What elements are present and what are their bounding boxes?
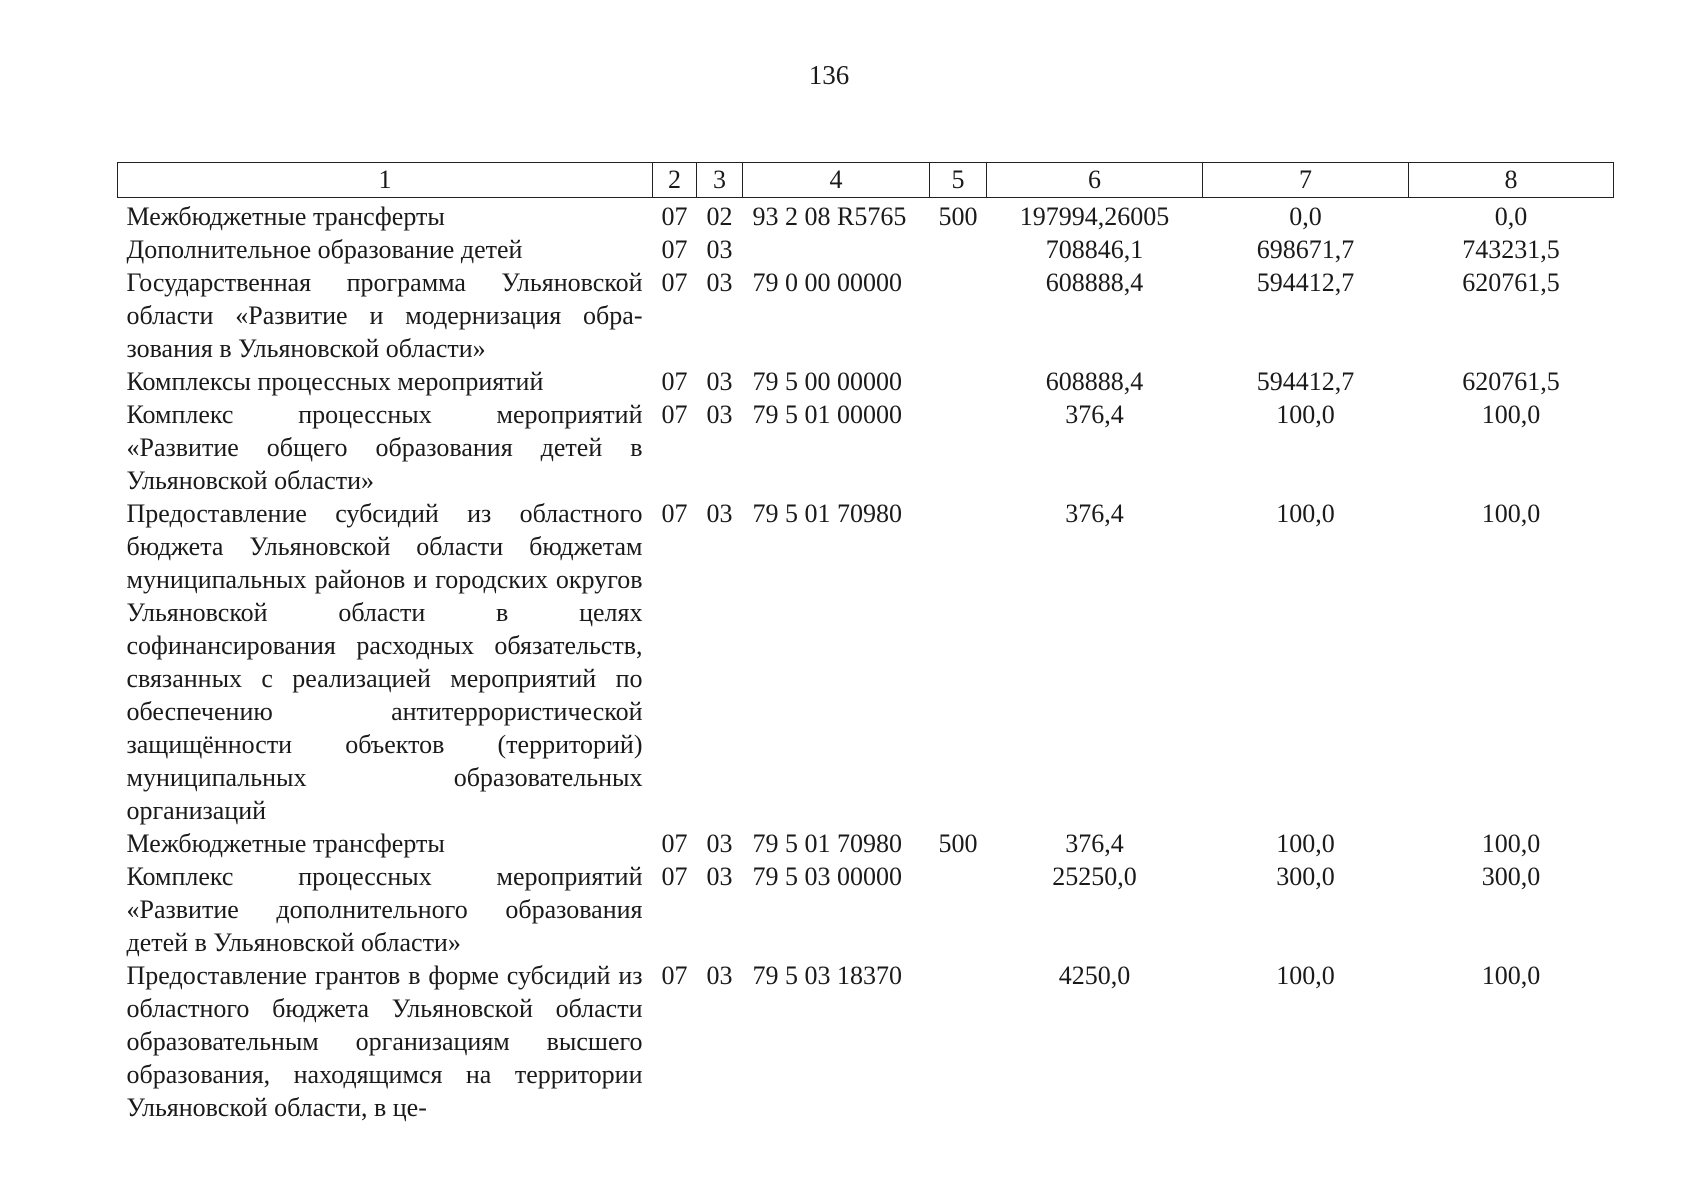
row-amount-1: 708846,1 (1045, 235, 1144, 264)
row-amount-3: 743231,5 (1462, 235, 1560, 264)
row-section: 07 (661, 268, 688, 297)
row-subsection: 03 (706, 499, 733, 528)
column-header: 4 (743, 163, 930, 198)
column-header: 3 (697, 163, 743, 198)
row-expense-type (930, 266, 987, 365)
row-section: 07 (661, 829, 688, 858)
row-target-code: 79 5 01 70980 (752, 829, 902, 858)
row-amount-2: 594412,7 (1256, 268, 1355, 297)
row-target-code: 79 5 03 00000 (752, 862, 902, 891)
row-amount-3: 100,0 (1481, 961, 1541, 990)
row-target-code: 79 0 00 00000 (752, 268, 902, 297)
row-expense-type (930, 365, 987, 398)
row-name: Государственная программа Ульяновской области «Развитие и модернизация образования в Ульяновской области» (126, 268, 643, 363)
row-amount-3: 100,0 (1481, 499, 1541, 528)
row-name: Дополнительное образование детей (126, 235, 523, 264)
column-header: 1 (118, 163, 653, 198)
row-amount-2: 100,0 (1276, 400, 1335, 429)
row-target-code (743, 233, 930, 266)
table-row (118, 959, 1614, 1124)
row-amount-3: 0,0 (1494, 202, 1528, 231)
row-amount-2: 698671,7 (1256, 235, 1355, 264)
row-name: Межбюджетные трансферты (126, 202, 445, 231)
row-amount-1: 608888,4 (1045, 367, 1144, 396)
row-section: 07 (661, 862, 688, 891)
row-subsection: 03 (706, 367, 733, 396)
row-target-code: 93 2 08 R5765 (752, 202, 907, 231)
row-target-code: 79 5 01 00000 (752, 400, 902, 429)
row-name: Предоставление субсидий из областного бюджета Ульяновской области бюджетам муниципальных районов и городских округов Ульяновской области в целях софинансирования расходных обязательств, связанных с реализацией мероприятий по обеспечению антитеррористической защищённости объектов (территорий) муниципальных образовательных организаций (126, 499, 643, 825)
column-header: 5 (930, 163, 987, 198)
table-row (118, 198, 1614, 234)
table-row (118, 497, 1614, 827)
row-amount-1: 197994,26005 (1019, 202, 1170, 231)
row-amount-2: 0,0 (1289, 202, 1322, 231)
budget-table (117, 162, 1614, 1124)
row-expense-type: 500 (938, 202, 978, 231)
row-target-code: 79 5 01 70980 (752, 499, 902, 528)
table-row (118, 398, 1614, 497)
table-row (118, 266, 1614, 365)
row-expense-type (930, 233, 987, 266)
row-expense-type (930, 398, 987, 497)
column-header: 8 (1409, 163, 1614, 198)
row-amount-3: 300,0 (1481, 862, 1541, 891)
row-name: Комплекс процессных мероприятий «Развитие дополнительного образования детей в Ульяновской области» (126, 862, 643, 957)
table-row (118, 233, 1614, 266)
row-subsection: 03 (706, 235, 733, 264)
row-section: 07 (661, 961, 688, 990)
row-amount-2: 100,0 (1276, 961, 1335, 990)
row-name: Комплексы процессных мероприятий (126, 367, 544, 396)
row-section: 07 (661, 400, 688, 429)
row-section: 07 (661, 202, 688, 231)
row-amount-2: 100,0 (1276, 829, 1335, 858)
column-header: 6 (987, 163, 1203, 198)
row-amount-1: 376,4 (1065, 829, 1124, 858)
row-amount-3: 620761,5 (1462, 367, 1560, 396)
row-subsection: 03 (706, 268, 733, 297)
row-expense-type: 500 (938, 829, 978, 858)
row-subsection: 03 (706, 400, 733, 429)
row-subsection: 02 (706, 202, 733, 231)
row-target-code: 79 5 00 00000 (752, 367, 902, 396)
row-amount-2: 594412,7 (1256, 367, 1355, 396)
table-row (118, 365, 1614, 398)
row-name: Предоставление грантов в форме субсидий из областного бюджета Ульяновской области образовательным организациям высшего образования, находящимся на территории Ульяновской области, в це- (126, 961, 643, 1122)
row-amount-1: 25250,0 (1052, 862, 1137, 891)
page-number: 136 (808, 60, 850, 90)
column-header: 2 (653, 163, 697, 198)
row-amount-2: 300,0 (1276, 862, 1335, 891)
row-section: 07 (661, 499, 688, 528)
row-expense-type (930, 860, 987, 959)
row-amount-1: 4250,0 (1058, 961, 1131, 990)
row-subsection: 03 (706, 829, 733, 858)
row-subsection: 03 (706, 961, 733, 990)
row-amount-3: 100,0 (1481, 829, 1541, 858)
row-expense-type (930, 497, 987, 827)
row-amount-2: 100,0 (1276, 499, 1335, 528)
row-name: Комплекс процессных мероприятий «Развитие общего образования детей в Ульяновской области» (126, 400, 643, 495)
row-section: 07 (661, 235, 688, 264)
header-row (118, 163, 1614, 198)
row-amount-3: 620761,5 (1462, 268, 1560, 297)
row-amount-3: 100,0 (1481, 400, 1541, 429)
row-amount-1: 608888,4 (1045, 268, 1144, 297)
table-row (118, 827, 1614, 860)
column-header: 7 (1203, 163, 1409, 198)
row-name: Межбюджетные трансферты (126, 829, 445, 858)
table-row (118, 860, 1614, 959)
row-amount-1: 376,4 (1065, 400, 1124, 429)
row-expense-type (930, 959, 987, 1124)
row-section: 07 (661, 367, 688, 396)
row-subsection: 03 (706, 862, 733, 891)
row-amount-1: 376,4 (1065, 499, 1124, 528)
row-target-code: 79 5 03 18370 (752, 961, 902, 990)
